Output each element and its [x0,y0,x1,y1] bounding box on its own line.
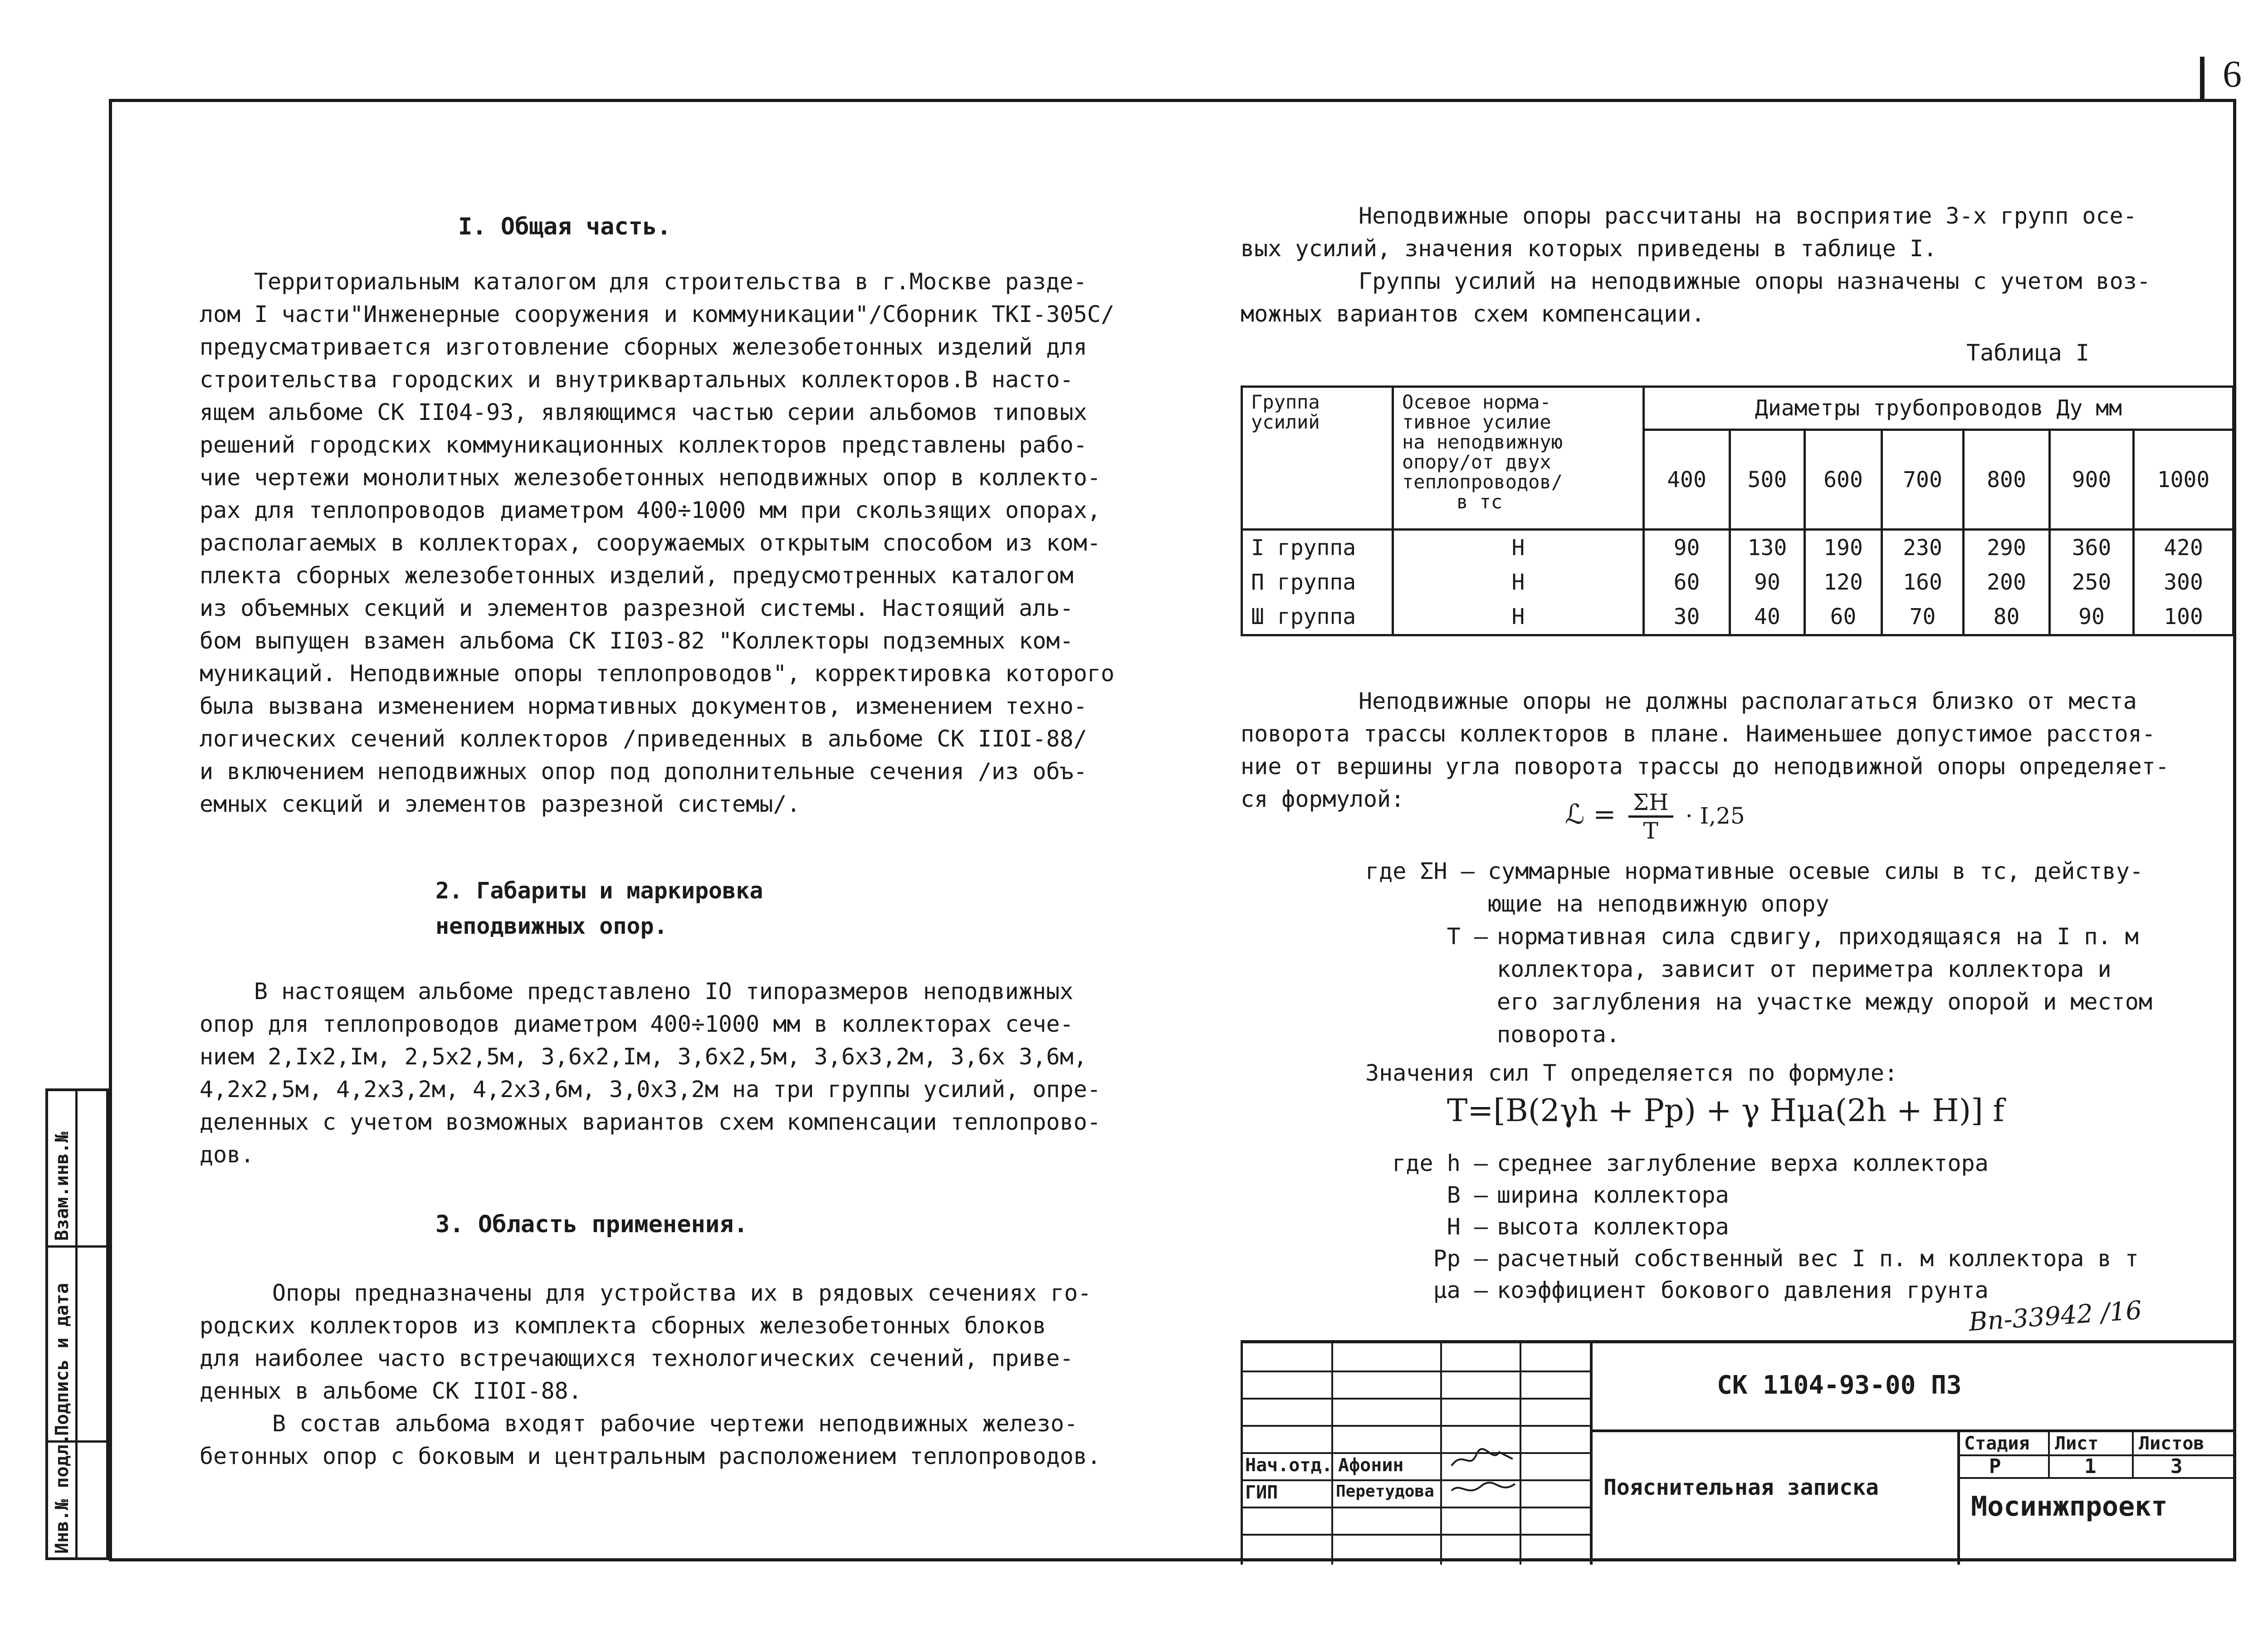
header-line: тивное усилие [1402,411,1551,433]
role-label: ГИП [1245,1482,1278,1503]
diameter-cell: 600 [1805,430,1882,530]
value-cell: 40 [1730,600,1805,635]
grid-line [1241,1452,1590,1454]
document-code: СК 1104-93-00 ПЗ [1717,1371,1962,1400]
text-line: деленных с учетом возможных вариантов схем компенсации теплопрово- [200,1109,1101,1135]
value-cell: 120 [1805,565,1882,600]
definition-term: μа – [1433,1277,1488,1303]
text-line: решений городских коммуникационных коллекторов представлены рабо- [200,432,1087,458]
value-cell: 250 [2050,565,2134,600]
table-header-diameters: Диаметры трубопроводов Ду мм [1644,387,2234,430]
page-number: 6 [2223,53,2242,95]
value-cell: 90 [2050,600,2134,635]
table-header-force [1393,387,1644,530]
value-cell: 60 [1805,600,1882,635]
value-cell: 100 [2134,600,2234,635]
definition-term: Н – [1447,1214,1488,1240]
section1-heading: I. Общая часть. [458,213,671,240]
definition-text: среднее заглубление верха коллектора [1497,1150,1989,1176]
diameter-cell: 1000 [2134,430,2234,530]
text-line: В настоящем альбоме представлено IO типоразмеров неподвижных [254,978,1074,1005]
text-line: можных вариантов схем компенсации. [1241,301,1705,327]
text-line: денных в альбоме СК IIOI-88. [200,1378,582,1404]
grid-line [1440,1343,1442,1565]
value-cell: 90 [1644,530,1730,566]
diameter-cell: 900 [2050,430,2134,530]
value-cell: 80 [1964,600,2050,635]
table-row [1242,530,2234,566]
header-line: Осевое норма- [1402,391,1551,413]
definition-term: где h – [1392,1150,1488,1176]
sheets-label: Листов [2139,1433,2204,1454]
definition [1365,1274,2139,1306]
definition-text [1488,855,2143,920]
diameter-cell: 400 [1644,430,1730,530]
text-line: суммарные нормативные осевые силы в тс, действу- [1488,858,2143,884]
grid-line [1590,1429,2236,1432]
diameter-cell: 500 [1730,430,1805,530]
text-line: чие чертежи монолитных железобетонных неподвижных опор в коллекто- [200,464,1101,491]
text-line: предусматривается изготовление сборных железобетонных изделий для [200,334,1087,360]
grid-line [1241,1371,1590,1372]
organization: Мосинжпроект [1971,1491,2168,1522]
table-row [1242,565,2234,600]
grid-line [1331,1343,1333,1565]
text-line: опор для теплопроводов диаметром 400÷1000 мм в коллекторах сече- [200,1011,1074,1037]
side-stamp [45,1088,109,1560]
value-cell: 300 [2134,565,2234,600]
header-line: теплопроводов/ [1402,471,1563,493]
heading-line: 2. Габариты и маркировка [435,878,763,904]
header-line: на неподвижную [1402,431,1563,453]
stage-value: Р [1989,1455,2001,1478]
definition-term: Т – [1447,923,1488,950]
text-line: Неподвижные опоры рассчитаны на восприятие 3-х групп осе- [1359,203,2137,229]
text-line: Опоры предназначены для устройства их в рядовых сечениях го- [272,1280,1092,1306]
grid-line [2132,1429,2134,1477]
header-line: опору/от двух [1402,451,1551,473]
section2-body [200,975,1101,1171]
person-name: Афонин [1338,1455,1404,1476]
section2-heading [435,873,763,944]
text-line: и включением неподвижных опор под дополнительные сечения /из объ- [200,758,1087,785]
formula-fraction [1628,789,1673,844]
stage-label: Стадия [1964,1433,2030,1454]
section3-body [200,1277,1101,1473]
text-line: бом выпущен взамен альбома СК II03-82 "Коллекторы подземных ком- [200,628,1074,654]
value-cell: 60 [1644,565,1730,600]
definition [1365,855,2152,920]
grid-line [1241,1534,1590,1536]
value-cell: 420 [2134,530,2234,566]
value-cell: 230 [1882,530,1964,566]
text-line: рах для теплопроводов диаметром 400÷1000 мм при скользящих опорах, [200,497,1101,523]
definition [1365,1211,2139,1243]
grid-line [1520,1343,1521,1565]
title-block [1241,1340,2236,1565]
text-line: муникаций. Неподвижные опоры теплопроводов", корректировка которого [200,660,1114,687]
formula-tail: · I,25 [1685,803,1745,829]
group-cell: I группа [1242,530,1393,566]
text-line: его заглубления на участке между опорой и местом [1497,989,2152,1015]
text-line: была вызвана изменением нормативных документов, изменением техно- [200,693,1087,719]
text-line: 4,2х2,5м, 4,2х3,2м, 4,2х3,6м, 3,0х3,2м на три группы усилий, опре- [200,1076,1101,1102]
grid-line [1241,1398,1590,1400]
diameter-cell: 700 [1882,430,1964,530]
value-cell: 200 [1964,565,2050,600]
definition-text: коэффициент бокового давления грунта [1497,1277,1989,1303]
text-line: нием 2,Iх2,Iм, 2,5х2,5м, 3,6х2,Iм, 3,6х2,5м, 3,6х3,2м, 3,6х 3,6м, [200,1044,1087,1070]
heading-line: неподвижных опор. [435,913,668,939]
value-cell: 130 [1730,530,1805,566]
value-cell: 90 [1730,565,1805,600]
signature [1449,1445,1517,1473]
forces-table [1241,385,2234,636]
text-line: ние от вершины угла поворота трассы до неподвижной опоры определяет- [1241,753,2169,780]
text-line: ящем альбоме СК II04-93, являющимся частью серии альбомов типовых [200,399,1087,425]
grid-line [1590,1343,1593,1565]
formula-shear-force: T=[B(2γh + Pp) + γ Hμa(2h + H)] f [1447,1093,2004,1129]
group-cell: П группа [1242,565,1393,600]
text-line: бетонных опор с боковым и центральным расположением теплопроводов. [200,1443,1101,1469]
text-line: поворота. [1497,1021,1620,1048]
definition-text: расчетный собственный вес I п. м коллектора в т [1497,1245,2139,1272]
side-stamp-divider [75,1091,78,1557]
text-line: плекта сборных железобетонных изделий, предусмотренных каталогом [200,562,1074,589]
text-line: ющие на неподвижную опору [1488,891,1829,917]
definition [1365,1179,2139,1211]
value-cell: 30 [1644,600,1730,635]
definition-text: высота коллектора [1497,1214,1729,1240]
text-line: поворота трассы коллекторов в плане. Наименьшее допустимое расстоя- [1241,721,2156,747]
side-stamp-label: Подпись и дата [52,1283,73,1436]
text-line: нормативная сила сдвигу, приходящаяся на I п. м [1497,923,2139,950]
grid-line [1241,1425,1590,1427]
sheets-value: 3 [2170,1455,2183,1478]
right-intro [1241,200,2151,330]
text-line: коллектора, зависит от периметра коллектора и [1497,956,2112,982]
value-cell: 290 [1964,530,2050,566]
text-line: располагаемых в коллекторах, сооружаемых открытым способом из ком- [200,530,1101,556]
header-line: Группа [1251,391,1320,413]
grid-line [1241,1507,1590,1508]
text-line: Группы усилий на неподвижные опоры назначены с учетом воз- [1359,268,2151,294]
text-line: Неподвижные опоры не должны располагаться близко от места [1359,688,2137,714]
definition-text [1488,920,2152,1051]
person-name: Перетудова [1336,1482,1434,1501]
formula-distance [1565,789,1745,844]
table-caption: Таблица I [1966,340,2089,366]
document-title: Пояснительная записка [1603,1475,1879,1500]
definition [1365,920,2152,1051]
sheet-value: 1 [2084,1455,2097,1478]
page-number-bar [2200,57,2204,100]
text-line: строительства городских и внутриквартальных коллекторов.В насто- [200,366,1074,393]
handwritten-note: Вп-33942 /16 [1968,1295,2143,1337]
value-cell: 360 [2050,530,2134,566]
diameter-cell: 800 [1964,430,2050,530]
grid-line [1957,1429,1960,1565]
group-cell: Ш группа [1242,600,1393,635]
table-header-group [1242,387,1393,530]
where-block-2 [1365,1147,2139,1306]
grid-line [2048,1429,2050,1477]
text-line: вых усилий, значения которых приведены в таблице I. [1241,235,1937,262]
definition-term: В – [1447,1182,1488,1208]
text-line: лом I части"Инженерные сооружения и коммуникации"/Сборник ТКI-305С/ [200,301,1114,327]
formula-denominator: Т [1643,818,1658,844]
text-line: логических сечений коллекторов /приведенных в альбоме СК IIOI-88/ [200,726,1087,752]
sheet-label: Лист [2055,1433,2099,1454]
definition-term: где ΣН – [1365,858,1475,884]
formula2-intro: Значения сил Т определяется по формуле: [1365,1060,1898,1086]
value-cell: 190 [1805,530,1882,566]
definition-text: ширина коллектора [1497,1182,1729,1208]
side-stamp-label: Инв.№ подл. [52,1434,73,1554]
formula-lhs: ℒ = [1565,799,1616,831]
text-line: родских коллекторов из комплекта сборных железобетонных блоков [200,1312,1046,1339]
force-cell: Н [1393,565,1644,600]
role-label: Нач.отд. [1245,1455,1333,1476]
definition [1365,1243,2139,1274]
definition [1365,1147,2139,1179]
signature [1449,1475,1517,1502]
force-cell: Н [1393,600,1644,635]
value-cell: 70 [1882,600,1964,635]
header-line: усилий [1251,411,1320,433]
formula-numerator: ΣН [1628,789,1673,818]
text-line: из объемных секций и элементов разрезной системы. Настоящий аль- [200,595,1074,621]
force-cell: Н [1393,530,1644,566]
text-line: В состав альбома входят рабочие чертежи неподвижных железо- [272,1410,1078,1437]
text-line: для наиболее часто встречающихся технологических сечений, приве- [200,1345,1074,1371]
definition-term: Рр – [1433,1245,1488,1272]
text-line: Территориальным каталогом для строительства в г.Москве разде- [254,268,1087,295]
section1-body [200,265,1114,820]
grid-line [1241,1479,1590,1481]
side-stamp-label: Взам.инв.№ [52,1132,73,1241]
header-line: в тс [1457,491,1503,513]
where-block-1 [1365,855,2152,1051]
section3-heading: 3. Область применения. [435,1211,748,1238]
grid-line [1241,1343,1243,1565]
side-stamp-divider [48,1245,106,1248]
text-line: емных секций и элементов разрезной системы/. [200,791,801,817]
value-cell: 160 [1882,565,1964,600]
table-row [1242,600,2234,635]
text-line: ся формулой: [1241,786,1405,812]
text-line: дов. [200,1141,254,1168]
